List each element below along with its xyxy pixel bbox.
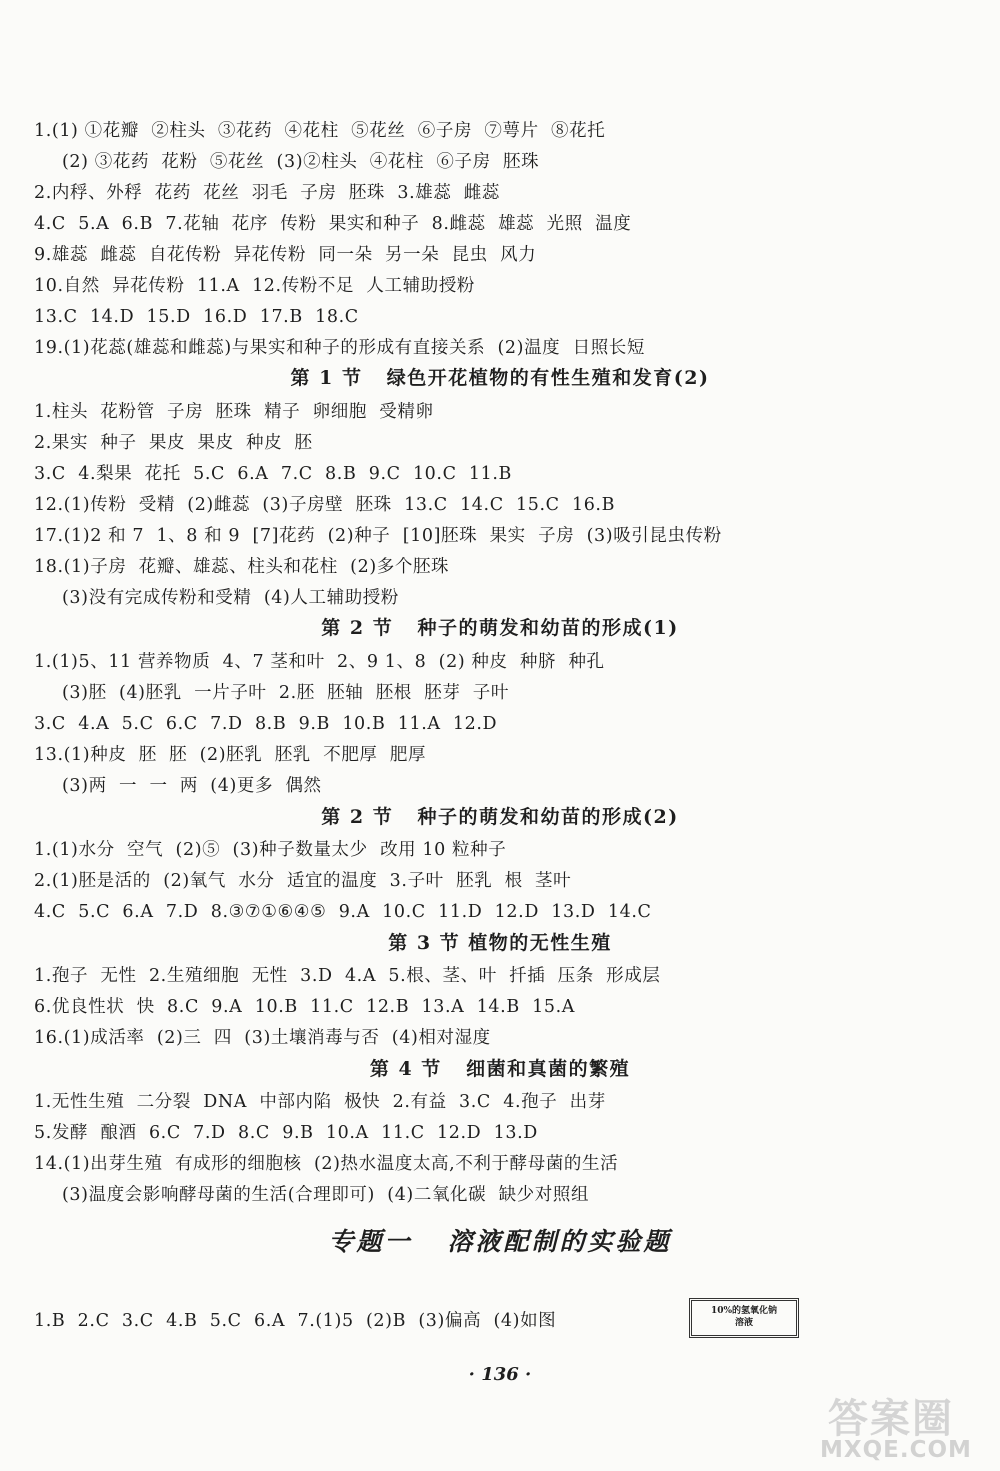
answer-line: 14.(1)出芽生殖 有成形的细胞核 (2)热水温度太高,不利于酵母菌的生活 [34,1154,619,1174]
topic-heading: 专题一 溶液配制的实验题 [328,1227,672,1256]
section-heading: 第 4 节 细菌和真菌的繁殖 [369,1058,631,1080]
answer-line: 5.发酵 酿酒 6.C 7.D 8.C 9.B 10.A 11.C 12.D 13.D [34,1123,538,1143]
answer-line: 13.C 14.D 15.D 16.D 17.B 18.C [34,307,359,327]
answer-line: 9.雄蕊 雌蕊 自花传粉 异花传粉 同一朵 另一朵 昆虫 风力 [34,245,537,265]
answer-line: 1.(1)5、11 营养物质 4、7 茎和叶 2、9 1、8 (2) 种皮 种脐 种孔 [34,652,605,672]
answer-line: 1.孢子 无性 2.生殖细胞 无性 3.D 4.A 5.根、茎、叶 扦插 压条 形成层 [34,966,661,986]
answer-line: (3)胚 (4)胚乳 一片子叶 2.胚 胚轴 胚根 胚芽 子叶 [62,683,509,703]
answer-line: 17.(1)2 和 7 1、8 和 9 [7]花药 (2)种子 [10]胚珠 果实 子房 (3)吸引昆虫传粉 [34,526,722,546]
reagent-label-figure [689,1298,799,1338]
site-watermark [820,1385,990,1467]
answer-line: (3)没有完成传粉和受精 (4)人工辅助授粉 [62,588,400,608]
figure-label-line: 溶液 [734,1318,753,1328]
answer-line: 1.(1)水分 空气 (2)⑤ (3)种子数量太少 改用 10 粒种子 [34,840,507,860]
section-heading: 第 2 节 种子的萌发和幼苗的形成(1) [321,617,679,639]
figure-label-line: 10%的氢氧化钠 [710,1306,778,1317]
page-number: · 136 · [468,1364,532,1385]
answer-line: 19.(1)花蕊(雄蕊和雌蕊)与果实和种子的形成有直接关系 (2)温度 日照长短 [34,338,646,358]
section-heading: 第 2 节 种子的萌发和幼苗的形成(2) [321,806,679,828]
answer-line: (2) ③花药 花粉 ⑤花丝 (3)②柱头 ④花柱 ⑥子房 胚珠 [62,152,540,172]
answer-line: 10.自然 异花传粉 11.A 12.传粉不足 人工辅助授粉 [34,276,476,296]
answer-line: 6.优良性状 快 8.C 9.A 10.B 11.C 12.B 13.A 14.B 15.A [34,997,575,1017]
answer-line: 12.(1)传粉 受精 (2)雌蕊 (3)子房壁 胚珠 13.C 14.C 15.C 16.B [34,495,616,515]
answer-line: 18.(1)子房 花瓣、雄蕊、柱头和花柱 (2)多个胚珠 [34,557,450,577]
answer-line: 3.C 4.A 5.C 6.C 7.D 8.B 9.B 10.B 11.A 12.D [34,714,498,734]
section-heading: 第 1 节 绿色开花植物的有性生殖和发育(2) [290,367,710,389]
answer-line: 16.(1)成活率 (2)三 四 (3)土壤消毒与否 (4)相对湿度 [34,1028,491,1048]
answer-line: 2.内稃、外稃 花药 花丝 羽毛 子房 胚珠 3.雄蕊 雌蕊 [34,183,500,203]
answer-line: 13.(1)种皮 胚 胚 (2)胚乳 胚乳 不肥厚 肥厚 [34,745,427,765]
answer-line: 3.C 4.梨果 花托 5.C 6.A 7.C 8.B 9.C 10.C 11.B [34,464,512,484]
watermark-logo: 答案圈 [828,1396,954,1442]
answer-line: (3)温度会影响酵母菌的生活(合理即可) (4)二氧化碳 缺少对照组 [62,1185,590,1205]
answer-line: 2.果实 种子 果皮 果皮 种皮 胚 [34,433,313,453]
watermark-url: MXQE.COM [820,1437,972,1463]
answer-line: 4.C 5.C 6.A 7.D 8.③⑦①⑥④⑤ 9.A 10.C 11.D 12.D 13.D 14.C [34,902,652,922]
answer-line: 1.(1) ①花瓣 ②柱头 ③花药 ④花柱 ⑤花丝 ⑥子房 ⑦萼片 ⑧花托 [34,121,606,141]
answer-line: 4.C 5.A 6.B 7.花轴 花序 传粉 果实和种子 8.雌蕊 雄蕊 光照 温度 [34,214,632,234]
answer-line: (3)两 一 一 两 (4)更多 偶然 [62,776,322,796]
answer-line: 1.柱头 花粉管 子房 胚珠 精子 卵细胞 受精卵 [34,402,434,422]
answer-line: 1.无性生殖 二分裂 DNA 中部内陷 极快 2.有益 3.C 4.孢子 出芽 [34,1092,606,1112]
answer-line: 2.(1)胚是活的 (2)氧气 水分 适宜的温度 3.子叶 胚乳 根 茎叶 [34,871,572,891]
section-heading: 第 3 节 植物的无性生殖 [388,932,612,954]
answer-line: 1.B 2.C 3.C 4.B 5.C 6.A 7.(1)5 (2)B (3)偏高 (4)如图 [34,1311,557,1331]
